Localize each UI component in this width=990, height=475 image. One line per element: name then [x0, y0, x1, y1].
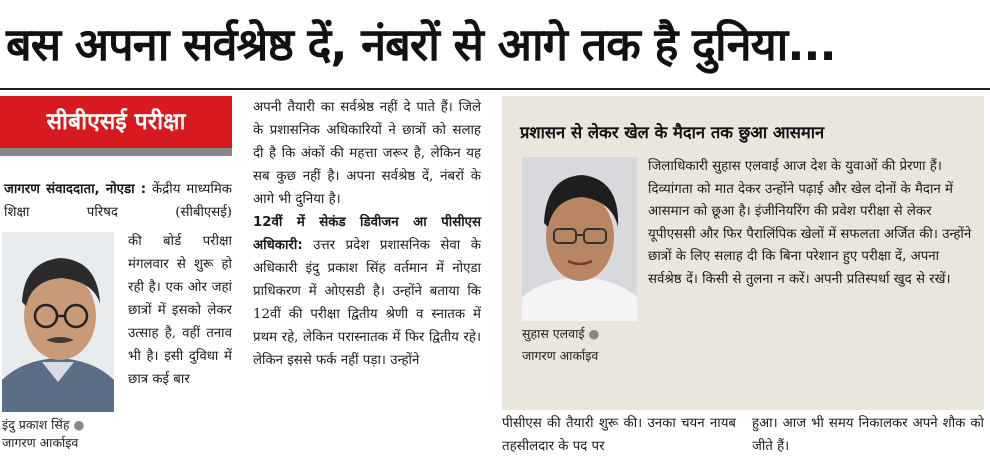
- column-1-intro-text: केंद्रीय माध्यमिक शिक्षा परिषद (सीबीएसई): [4, 182, 232, 220]
- photo2-caption-name: सुहास एलवाई: [522, 326, 585, 341]
- column-1-intro: [4, 178, 232, 224]
- section-tag: सीबीएसई परीक्षा: [0, 96, 232, 148]
- feature-box-text: [648, 156, 976, 292]
- bullet-dot-icon: ●: [588, 326, 600, 341]
- byline: जागरण संवाददाता, नोएडा :: [4, 182, 147, 197]
- column-2-para-2: उत्तर प्रदेश प्रशासनिक सेवा के अधिकारी इंदु प्रकाश सिंह वर्तमान में नोएडा प्राधिकरण में ओएसडी है। उन्होंने बताया कि 12वीं की परीक्षा द्वितीय श्रेणी व स्नातक में प्रथम रहे, लेकिन परास्नातक में फिर द्वितीय रहे। लेकिन इससे फर्क नहीं पड़ा। उन्होंने: [253, 238, 481, 368]
- column-4-text: हुआ। आज भी समय निकालकर अपने शौक को जीते हैं।: [752, 416, 984, 454]
- column-2-para-1: अपनी तैयारी का सर्वश्रेष्ठ नहीं दे पाते हैं। जिले के प्रशासनिक अधिकारियों ने छात्रों को सलाह दी है कि अंकों की महत्ता जरूर है, लेकिन यह सब कुछ नहीं है। अपना सर्वश्रेष्ठ दें, नंबरों के आगे भी दुनिया है।: [253, 100, 481, 207]
- feature-box-body: जिलाधिकारी सुहास एलवाई आज देश के युवाओं की प्रेरणा हैं। दिव्यांगता को मात देकर उन्होंने पढ़ाई और खेल दोनों के मैदान में आसमान को छूआ है। इंजीनियरिंग की प्रवेश परीक्षा से लेकर यूपीएससी और फिर पैरालिंपिक खेलों में सफलता अर्जित की। उन्होंने छात्रों के लिए सलाह दी कि बिना परेशान हुए परीक्षा दें, अपना सर्वश्रेष्ठ दें। किसी से तुलना न करें। अपनी प्रतिस्पर्धा खुद से रखें।: [648, 159, 972, 287]
- bullet-dot-icon: ●: [73, 417, 85, 432]
- section-tag-underline: [0, 148, 232, 156]
- column-3: [502, 412, 736, 458]
- photo2-caption-credit: जागरण आर्काइव: [522, 348, 599, 363]
- headline-rule: [0, 88, 990, 90]
- column-1-narrow: [128, 230, 232, 391]
- headline: बस अपना सर्वश्रेष्ठ दें, नंबरों से आगे तक है दुनिया...: [6, 18, 836, 71]
- column-1-narrow-text: की बोर्ड परीक्षा मंगलवार से शुरू हो रही है। एक ओर जहां छात्रों में इसको लेकर उत्साह है, वहीं तनाव भी है। इसी दुविधा में छात्र कई बार: [128, 234, 232, 387]
- column-2-subhead: 12वीं में सेकंड डिवीजन आ पीसीएस अधिकारी:: [253, 215, 481, 253]
- feature-box-title: प्रशासन से लेकर खेल के मैदान तक छुआ आसमान: [520, 123, 825, 142]
- portrait-man-glasses-icon: [522, 157, 637, 321]
- portrait-man-glasses-icon: [2, 232, 114, 412]
- column-4: [752, 412, 984, 458]
- photo1-caption: [2, 416, 120, 452]
- photo1-caption-name: इंदु प्रकाश सिंह: [2, 417, 70, 432]
- photo-indu-prakash-singh: [2, 232, 114, 412]
- photo-suhas-ly: [522, 157, 637, 321]
- photo1-caption-credit: जागरण आर्काइव: [2, 435, 79, 450]
- photo2-caption: [522, 323, 642, 367]
- column-2: [253, 96, 481, 372]
- column-3-text: पीसीएस की तैयारी शुरू की। उनका चयन नायब तहसीलदार के पद पर: [502, 416, 736, 454]
